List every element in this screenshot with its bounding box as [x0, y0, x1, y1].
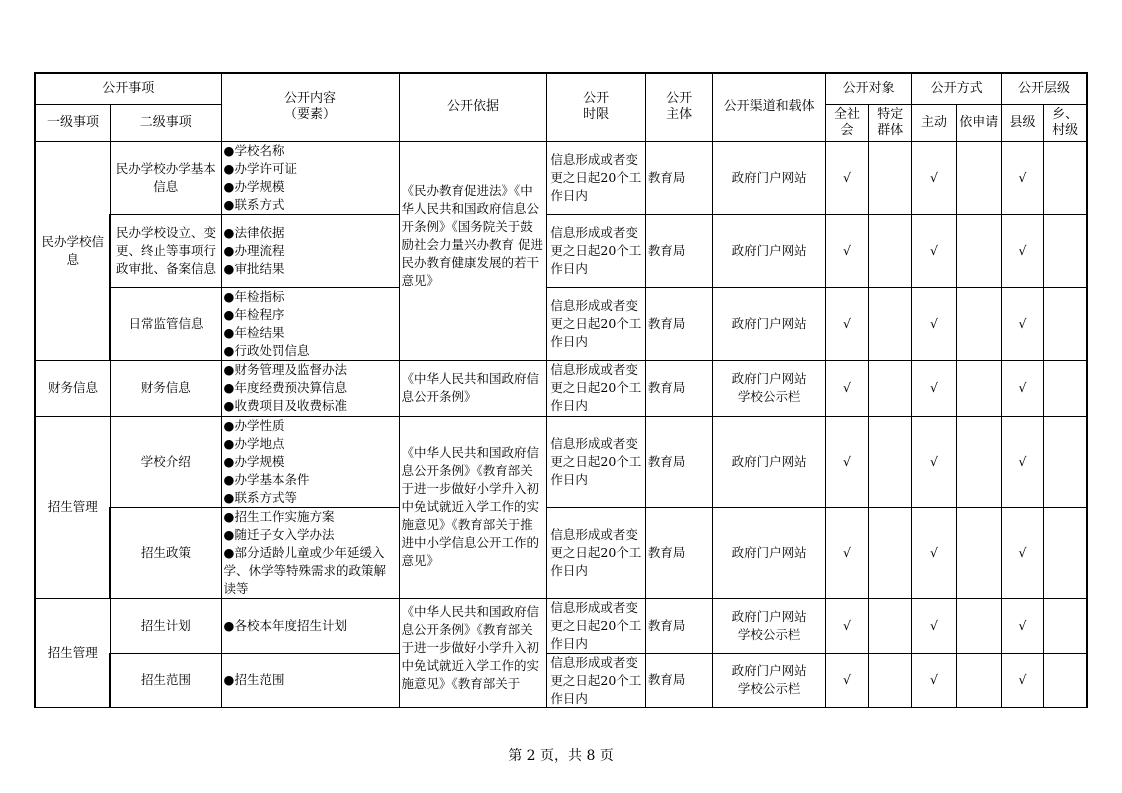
disclosure-table	[34, 72, 1088, 708]
subject-cell: 教育局	[645, 141, 712, 214]
check-mark: √	[825, 214, 868, 287]
check-mark: √	[912, 598, 956, 653]
header-method: 公开方式	[912, 73, 1002, 104]
empty-cell	[956, 214, 1001, 287]
basis-cell: 《中华人民共和国政府信息公开条例》	[399, 360, 547, 416]
content-item: ● 办学规模	[224, 178, 397, 196]
channel-cell: 政府门户网站	[713, 214, 826, 287]
check-mark: √	[825, 416, 868, 507]
content-item: ● 办学规模	[224, 453, 397, 471]
empty-cell	[956, 416, 1001, 507]
channel-cell: 政府门户网站 学校公示栏	[713, 598, 826, 653]
subject-cell: 教育局	[645, 598, 712, 653]
check-mark: √	[912, 214, 956, 287]
channel-cell: 政府门户网站	[713, 141, 826, 214]
header-level: 公开层级	[1001, 73, 1087, 104]
content-item: ● 法律依据	[224, 224, 397, 242]
time-limit-cell: 信息形成或者变更之日起20个工作日内	[547, 598, 646, 653]
time-limit-cell: 信息形成或者变更之日起20个工作日内	[547, 360, 646, 416]
content-item: ● 办学地点	[224, 435, 397, 453]
level1-cell: 招生管理	[35, 598, 110, 707]
header-all-society	[825, 104, 868, 141]
table-row	[35, 416, 1087, 507]
items-cell	[221, 507, 399, 598]
check-mark: √	[1001, 598, 1043, 653]
content-item: ● 办学基本条件	[224, 471, 397, 489]
empty-cell	[956, 360, 1001, 416]
empty-cell	[869, 141, 912, 214]
content-item: ● 随迁子女入学办法	[224, 526, 397, 544]
check-mark: √	[912, 141, 956, 214]
header-county: 县级	[1001, 104, 1043, 141]
check-mark: √	[912, 507, 956, 598]
table-row	[35, 141, 1087, 214]
check-mark: √	[1001, 214, 1043, 287]
channel-cell: 政府门户网站 学校公示栏	[713, 653, 826, 707]
check-mark: √	[1001, 416, 1043, 507]
time-limit-cell: 信息形成或者变更之日起20个工作日内	[547, 214, 646, 287]
time-limit-text: 信息形成或者变更之日起20个工作日内	[550, 655, 642, 706]
level2-cell: 民办学校办学基本信息	[110, 141, 221, 214]
empty-cell	[1044, 141, 1087, 214]
level2-cell: 日常监管信息	[110, 287, 221, 360]
empty-cell	[1044, 214, 1087, 287]
channel-cell: 政府门户网站 学校公示栏	[713, 360, 826, 416]
empty-cell	[1044, 653, 1087, 707]
check-mark: √	[825, 287, 868, 360]
content-item: ● 办理流程	[224, 242, 397, 260]
check-mark: √	[1001, 287, 1043, 360]
empty-cell	[956, 653, 1001, 707]
header-target: 公开对象	[825, 73, 911, 104]
check-mark: √	[825, 507, 868, 598]
channel-cell: 政府门户网站	[713, 287, 826, 360]
header-specific-group-text: 特定 群体	[877, 106, 904, 138]
subject-cell: 教育局	[645, 653, 712, 707]
check-mark: √	[1001, 653, 1043, 707]
content-item: ● 招生范围	[224, 671, 397, 689]
header-on-request: 依申请	[956, 104, 1001, 141]
level2-cell: 招生范围	[110, 653, 221, 707]
channel-cell: 政府门户网站	[713, 416, 826, 507]
header-village-text: 乡、 村级	[1052, 106, 1079, 138]
content-item: ● 部分适龄儿童或少年延缓入学、休学等特殊需求的政策解读等	[224, 544, 397, 598]
empty-cell	[956, 141, 1001, 214]
header-content	[221, 73, 399, 141]
header-subject	[645, 73, 712, 141]
time-limit-cell	[547, 653, 646, 707]
channel-cell: 政府门户网站	[713, 507, 826, 598]
header-basis: 公开依据	[399, 73, 547, 141]
empty-cell	[1044, 287, 1087, 360]
items-cell	[221, 416, 399, 507]
basis-cell: 《中华人民共和国政府信息公开条例》《教育部关于进一步做好小学升入初中免试就近入学工作的实施意见》《教育部关于推进中小学信息公开工作的意见》	[399, 416, 547, 598]
table-row	[35, 287, 1087, 360]
empty-cell	[956, 507, 1001, 598]
empty-cell	[1044, 360, 1087, 416]
basis-text: 《中华人民共和国政府信息公开条例》《教育部关于进一步做好小学升入初中免试就近入学工作的实施意见》《教育部关于	[401, 603, 540, 691]
content-item: ● 各校本年度招生计划	[224, 617, 397, 635]
check-mark: √	[912, 287, 956, 360]
content-item: ● 财务管理及监督办法	[224, 361, 397, 379]
empty-cell	[869, 598, 912, 653]
empty-cell	[869, 507, 912, 598]
level2-cell: 民办学校设立、变更、终止等事项行政审批、备案信息	[110, 214, 221, 287]
header-time-limit	[547, 73, 646, 141]
empty-cell	[869, 360, 912, 416]
content-item: ● 联系方式等	[224, 489, 397, 507]
content-item: ● 审批结果	[224, 260, 397, 278]
header-village	[1044, 104, 1087, 141]
check-mark: √	[825, 360, 868, 416]
subject-cell: 教育局	[645, 360, 712, 416]
check-mark: √	[1001, 360, 1043, 416]
items-cell	[221, 360, 399, 416]
empty-cell	[869, 416, 912, 507]
header-public-items: 公开事项	[35, 73, 221, 104]
empty-cell	[869, 653, 912, 707]
check-mark: √	[912, 360, 956, 416]
content-item: ● 办学性质	[224, 417, 397, 435]
items-cell	[221, 653, 399, 707]
subject-cell: 教育局	[645, 287, 712, 360]
items-cell	[221, 598, 399, 653]
subject-cell: 教育局	[645, 507, 712, 598]
check-mark: √	[912, 653, 956, 707]
check-mark: √	[825, 598, 868, 653]
content-item: ● 收费项目及收费标准	[224, 397, 397, 415]
content-item: ● 年检程序	[224, 306, 397, 324]
subject-cell: 教育局	[645, 214, 712, 287]
time-limit-cell: 信息形成或者变更之日起20个工作日内	[547, 507, 646, 598]
check-mark: √	[825, 141, 868, 214]
header-active: 主动	[912, 104, 956, 141]
time-limit-cell: 信息形成或者变更之日起20个工作日内	[547, 141, 646, 214]
empty-cell	[869, 214, 912, 287]
check-mark: √	[825, 653, 868, 707]
level2-cell: 财务信息	[110, 360, 221, 416]
basis-cell	[399, 598, 547, 707]
table-row	[35, 653, 1087, 707]
level2-cell: 招生计划	[110, 598, 221, 653]
content-item: ● 招生工作实施方案	[224, 508, 397, 526]
content-item: ● 联系方式	[224, 196, 397, 214]
content-item: ● 学校名称	[224, 142, 397, 160]
check-mark: √	[1001, 507, 1043, 598]
empty-cell	[1044, 507, 1087, 598]
items-cell	[221, 141, 399, 214]
header-level2: 二级事项	[110, 104, 221, 141]
check-mark: √	[1001, 141, 1043, 214]
header-time-limit-text: 公开 时限	[583, 91, 610, 123]
items-cell	[221, 214, 399, 287]
header-all-society-text: 全社 会	[834, 106, 861, 138]
header-specific-group	[869, 104, 912, 141]
level2-cell: 学校介绍	[110, 416, 221, 507]
basis-cell: 《民办教育促进法》《中华人民共和国政府信息公开条例》《国务院关于鼓励社会力量兴办教育 促进民办教育健康发展的若干意见》	[399, 141, 547, 360]
table-row	[35, 507, 1087, 598]
header-channel: 公开渠道和载体	[713, 73, 826, 141]
header-level1: 一级事项	[35, 104, 110, 141]
table-row	[35, 598, 1087, 653]
empty-cell	[956, 598, 1001, 653]
level1-cell: 财务信息	[35, 360, 110, 416]
content-item: ● 年度经费预决算信息	[224, 379, 397, 397]
table-row	[35, 214, 1087, 287]
content-item: ● 年检结果	[224, 324, 397, 342]
level1-cell: 民办学校信息	[35, 141, 110, 360]
level1-cell: 招生管理	[35, 416, 110, 598]
content-item: ● 行政处罚信息	[224, 342, 397, 360]
empty-cell	[1044, 598, 1087, 653]
empty-cell	[869, 287, 912, 360]
time-limit-cell: 信息形成或者变更之日起20个工作日内	[547, 287, 646, 360]
time-limit-cell: 信息形成或者变更之日起20个工作日内	[547, 416, 646, 507]
header-content-text: 公开内容 （要素）	[284, 91, 337, 123]
empty-cell	[956, 287, 1001, 360]
content-item: ● 办学许可证	[224, 160, 397, 178]
level2-cell: 招生政策	[110, 507, 221, 598]
items-cell	[221, 287, 399, 360]
header-subject-text: 公开 主体	[666, 91, 693, 123]
table-row	[35, 360, 1087, 416]
check-mark: √	[912, 416, 956, 507]
empty-cell	[1044, 416, 1087, 507]
subject-cell: 教育局	[645, 416, 712, 507]
content-item: ● 年检指标	[224, 288, 397, 306]
page-footer: 第 2 页，共 8 页	[508, 748, 614, 764]
